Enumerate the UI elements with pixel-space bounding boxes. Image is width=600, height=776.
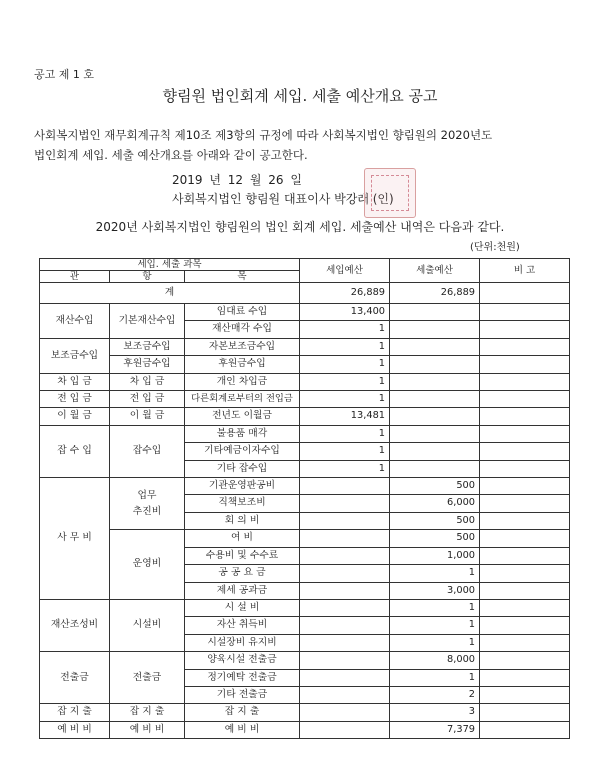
income-value <box>300 669 390 686</box>
expense-value: 1,000 <box>390 547 480 564</box>
header-expense-budget: 세출예산 <box>390 259 480 283</box>
hang-cell: 차 입 금 <box>110 373 185 390</box>
hang-cell: 운영비 <box>110 530 185 600</box>
mok-cell: 여 비 <box>185 530 300 547</box>
remarks-cell <box>480 425 570 442</box>
table-row <box>40 652 570 669</box>
remarks-cell <box>480 460 570 477</box>
budget-table <box>39 258 570 739</box>
expense-value: 1 <box>390 669 480 686</box>
notice-date: 2019 년 12 월 26 일 <box>172 173 302 187</box>
header-gwan: 관 <box>40 271 110 283</box>
income-value <box>300 495 390 512</box>
mok-cell: 회 의 비 <box>185 512 300 529</box>
remarks-cell <box>480 373 570 390</box>
expense-value: 500 <box>390 478 480 495</box>
table-row <box>40 391 570 408</box>
signer-line: 사회복지법인 향림원 대표이사 박강래 (인) <box>172 192 394 206</box>
remarks-cell <box>480 704 570 721</box>
mok-cell: 기타예금이자수입 <box>185 443 300 460</box>
official-seal-stamp <box>364 168 416 218</box>
hang-cell: 잡 지 출 <box>110 704 185 721</box>
expense-value <box>390 356 480 373</box>
remarks-cell <box>480 617 570 634</box>
table-row <box>40 599 570 616</box>
income-value: 1 <box>300 321 390 338</box>
income-value <box>300 704 390 721</box>
table-row <box>40 721 570 738</box>
expense-value: 500 <box>390 512 480 529</box>
mok-cell: 시설장비 유지비 <box>185 634 300 651</box>
total-label: 계 <box>40 283 300 304</box>
hang-cell: 후원금수입 <box>110 356 185 373</box>
hang-cell: 전 입 금 <box>110 391 185 408</box>
expense-value <box>390 338 480 355</box>
table-row <box>40 704 570 721</box>
hang-cell: 잡수입 <box>110 425 185 477</box>
remarks-cell <box>480 356 570 373</box>
total-expense: 26,889 <box>390 283 480 304</box>
mok-cell: 임대료 수입 <box>185 304 300 321</box>
notice-number: 공고 제 1 호 <box>34 68 94 81</box>
remarks-cell <box>480 530 570 547</box>
remarks-cell <box>480 599 570 616</box>
remarks-cell <box>480 721 570 738</box>
header-remarks: 비 고 <box>480 259 570 283</box>
income-value: 1 <box>300 373 390 390</box>
gwan-cell: 재산조성비 <box>40 599 110 651</box>
mok-cell: 기타 전출금 <box>185 686 300 703</box>
income-value <box>300 652 390 669</box>
mok-cell: 예 비 비 <box>185 721 300 738</box>
table-row <box>40 408 570 425</box>
mok-cell: 재산매각 수입 <box>185 321 300 338</box>
hang-cell: 업무 추진비 <box>110 478 185 530</box>
expense-value: 1 <box>390 599 480 616</box>
total-income: 26,889 <box>300 283 390 304</box>
income-value <box>300 547 390 564</box>
expense-value <box>390 425 480 442</box>
mok-cell: 직책보조비 <box>185 495 300 512</box>
income-value <box>300 617 390 634</box>
expense-value: 1 <box>390 617 480 634</box>
gwan-cell: 보조금수입 <box>40 338 110 373</box>
income-value <box>300 582 390 599</box>
hang-cell: 예 비 비 <box>110 721 185 738</box>
document-title: 향림원 법인회계 세입. 세출 예산개요 공고 <box>162 87 438 105</box>
income-value <box>300 686 390 703</box>
hang-cell: 전출금 <box>110 652 185 704</box>
income-value <box>300 565 390 582</box>
gwan-cell: 재산수입 <box>40 304 110 339</box>
expense-value <box>390 304 480 321</box>
paragraph-line-2: 법인회계 세입. 세출 예산개요를 아래와 같이 공고한다. <box>34 148 308 162</box>
remarks-cell <box>480 565 570 582</box>
mok-cell: 수용비 및 수수료 <box>185 547 300 564</box>
remarks-cell <box>480 582 570 599</box>
remarks-cell <box>480 321 570 338</box>
gwan-cell: 전 입 금 <box>40 391 110 408</box>
table-row <box>40 356 570 373</box>
gwan-cell: 이 월 금 <box>40 408 110 425</box>
expense-value: 1 <box>390 634 480 651</box>
mok-cell: 불용품 매각 <box>185 425 300 442</box>
gwan-cell: 차 입 금 <box>40 373 110 390</box>
remarks-cell <box>480 338 570 355</box>
mok-cell: 잡 지 출 <box>185 704 300 721</box>
expense-value: 3,000 <box>390 582 480 599</box>
income-value <box>300 599 390 616</box>
gwan-cell: 예 비 비 <box>40 721 110 738</box>
gwan-cell: 잡 지 출 <box>40 704 110 721</box>
gwan-cell: 사 무 비 <box>40 478 110 600</box>
hang-cell: 시설비 <box>110 599 185 651</box>
income-value: 1 <box>300 356 390 373</box>
header-hang: 항 <box>110 271 185 283</box>
expense-value: 6,000 <box>390 495 480 512</box>
income-value: 1 <box>300 443 390 460</box>
remarks-cell <box>480 478 570 495</box>
table-row <box>40 478 570 495</box>
mok-cell: 자산 취득비 <box>185 617 300 634</box>
table-row <box>40 304 570 321</box>
expense-value <box>390 391 480 408</box>
expense-value <box>390 321 480 338</box>
gwan-cell: 잡 수 입 <box>40 425 110 477</box>
mok-cell: 기관운영판공비 <box>185 478 300 495</box>
mok-cell: 전년도 이월금 <box>185 408 300 425</box>
remarks-cell <box>480 408 570 425</box>
gwan-cell: 전출금 <box>40 652 110 704</box>
expense-value: 8,000 <box>390 652 480 669</box>
expense-value: 3 <box>390 704 480 721</box>
header-account-group: 세입. 세출 과목 <box>40 259 300 271</box>
mok-cell: 기타 잡수입 <box>185 460 300 477</box>
income-value: 13,400 <box>300 304 390 321</box>
mok-cell: 제세 공과금 <box>185 582 300 599</box>
hang-cell: 보조금수입 <box>110 338 185 355</box>
expense-value: 2 <box>390 686 480 703</box>
expense-value: 1 <box>390 565 480 582</box>
income-value: 1 <box>300 460 390 477</box>
income-value <box>300 530 390 547</box>
header-mok: 목 <box>185 271 300 283</box>
expense-value: 7,379 <box>390 721 480 738</box>
expense-value <box>390 408 480 425</box>
remarks-cell <box>480 634 570 651</box>
remarks-cell <box>480 652 570 669</box>
mok-cell: 다른회계로부터의 전입금 <box>185 391 300 408</box>
income-value <box>300 721 390 738</box>
table-row <box>40 373 570 390</box>
income-value <box>300 478 390 495</box>
income-value <box>300 634 390 651</box>
income-value: 1 <box>300 338 390 355</box>
paragraph-line-1: 사회복지법인 재무회계규칙 제10조 제3항의 규정에 따라 사회복지법인 향림원의 2020년도 <box>34 128 493 142</box>
income-value <box>300 512 390 529</box>
remarks-cell <box>480 304 570 321</box>
mok-cell: 공 공 요 금 <box>185 565 300 582</box>
hang-cell: 기본재산수입 <box>110 304 185 339</box>
table-row <box>40 425 570 442</box>
mok-cell: 양육시설 전출금 <box>185 652 300 669</box>
mok-cell: 자본보조금수입 <box>185 338 300 355</box>
remarks-cell <box>480 686 570 703</box>
remarks-cell <box>480 283 570 304</box>
income-value: 13,481 <box>300 408 390 425</box>
remarks-cell <box>480 547 570 564</box>
expense-value: 500 <box>390 530 480 547</box>
income-value: 1 <box>300 425 390 442</box>
mok-cell: 시 설 비 <box>185 599 300 616</box>
mok-cell: 후원금수입 <box>185 356 300 373</box>
hang-cell: 이 월 금 <box>110 408 185 425</box>
expense-value <box>390 443 480 460</box>
unit-label: (단위:천원) <box>470 242 520 253</box>
header-income-budget: 세입예산 <box>300 259 390 283</box>
remarks-cell <box>480 391 570 408</box>
budget-intro: 2020년 사회복지법인 향림원의 법인 회계 세입. 세출예산 내역은 다음과 같다. <box>95 220 505 234</box>
remarks-cell <box>480 669 570 686</box>
remarks-cell <box>480 443 570 460</box>
mok-cell: 정기예탁 전출금 <box>185 669 300 686</box>
remarks-cell <box>480 512 570 529</box>
income-value: 1 <box>300 391 390 408</box>
remarks-cell <box>480 495 570 512</box>
table-row <box>40 530 570 547</box>
expense-value <box>390 373 480 390</box>
expense-value <box>390 460 480 477</box>
mok-cell: 개인 차입금 <box>185 373 300 390</box>
table-row <box>40 338 570 355</box>
